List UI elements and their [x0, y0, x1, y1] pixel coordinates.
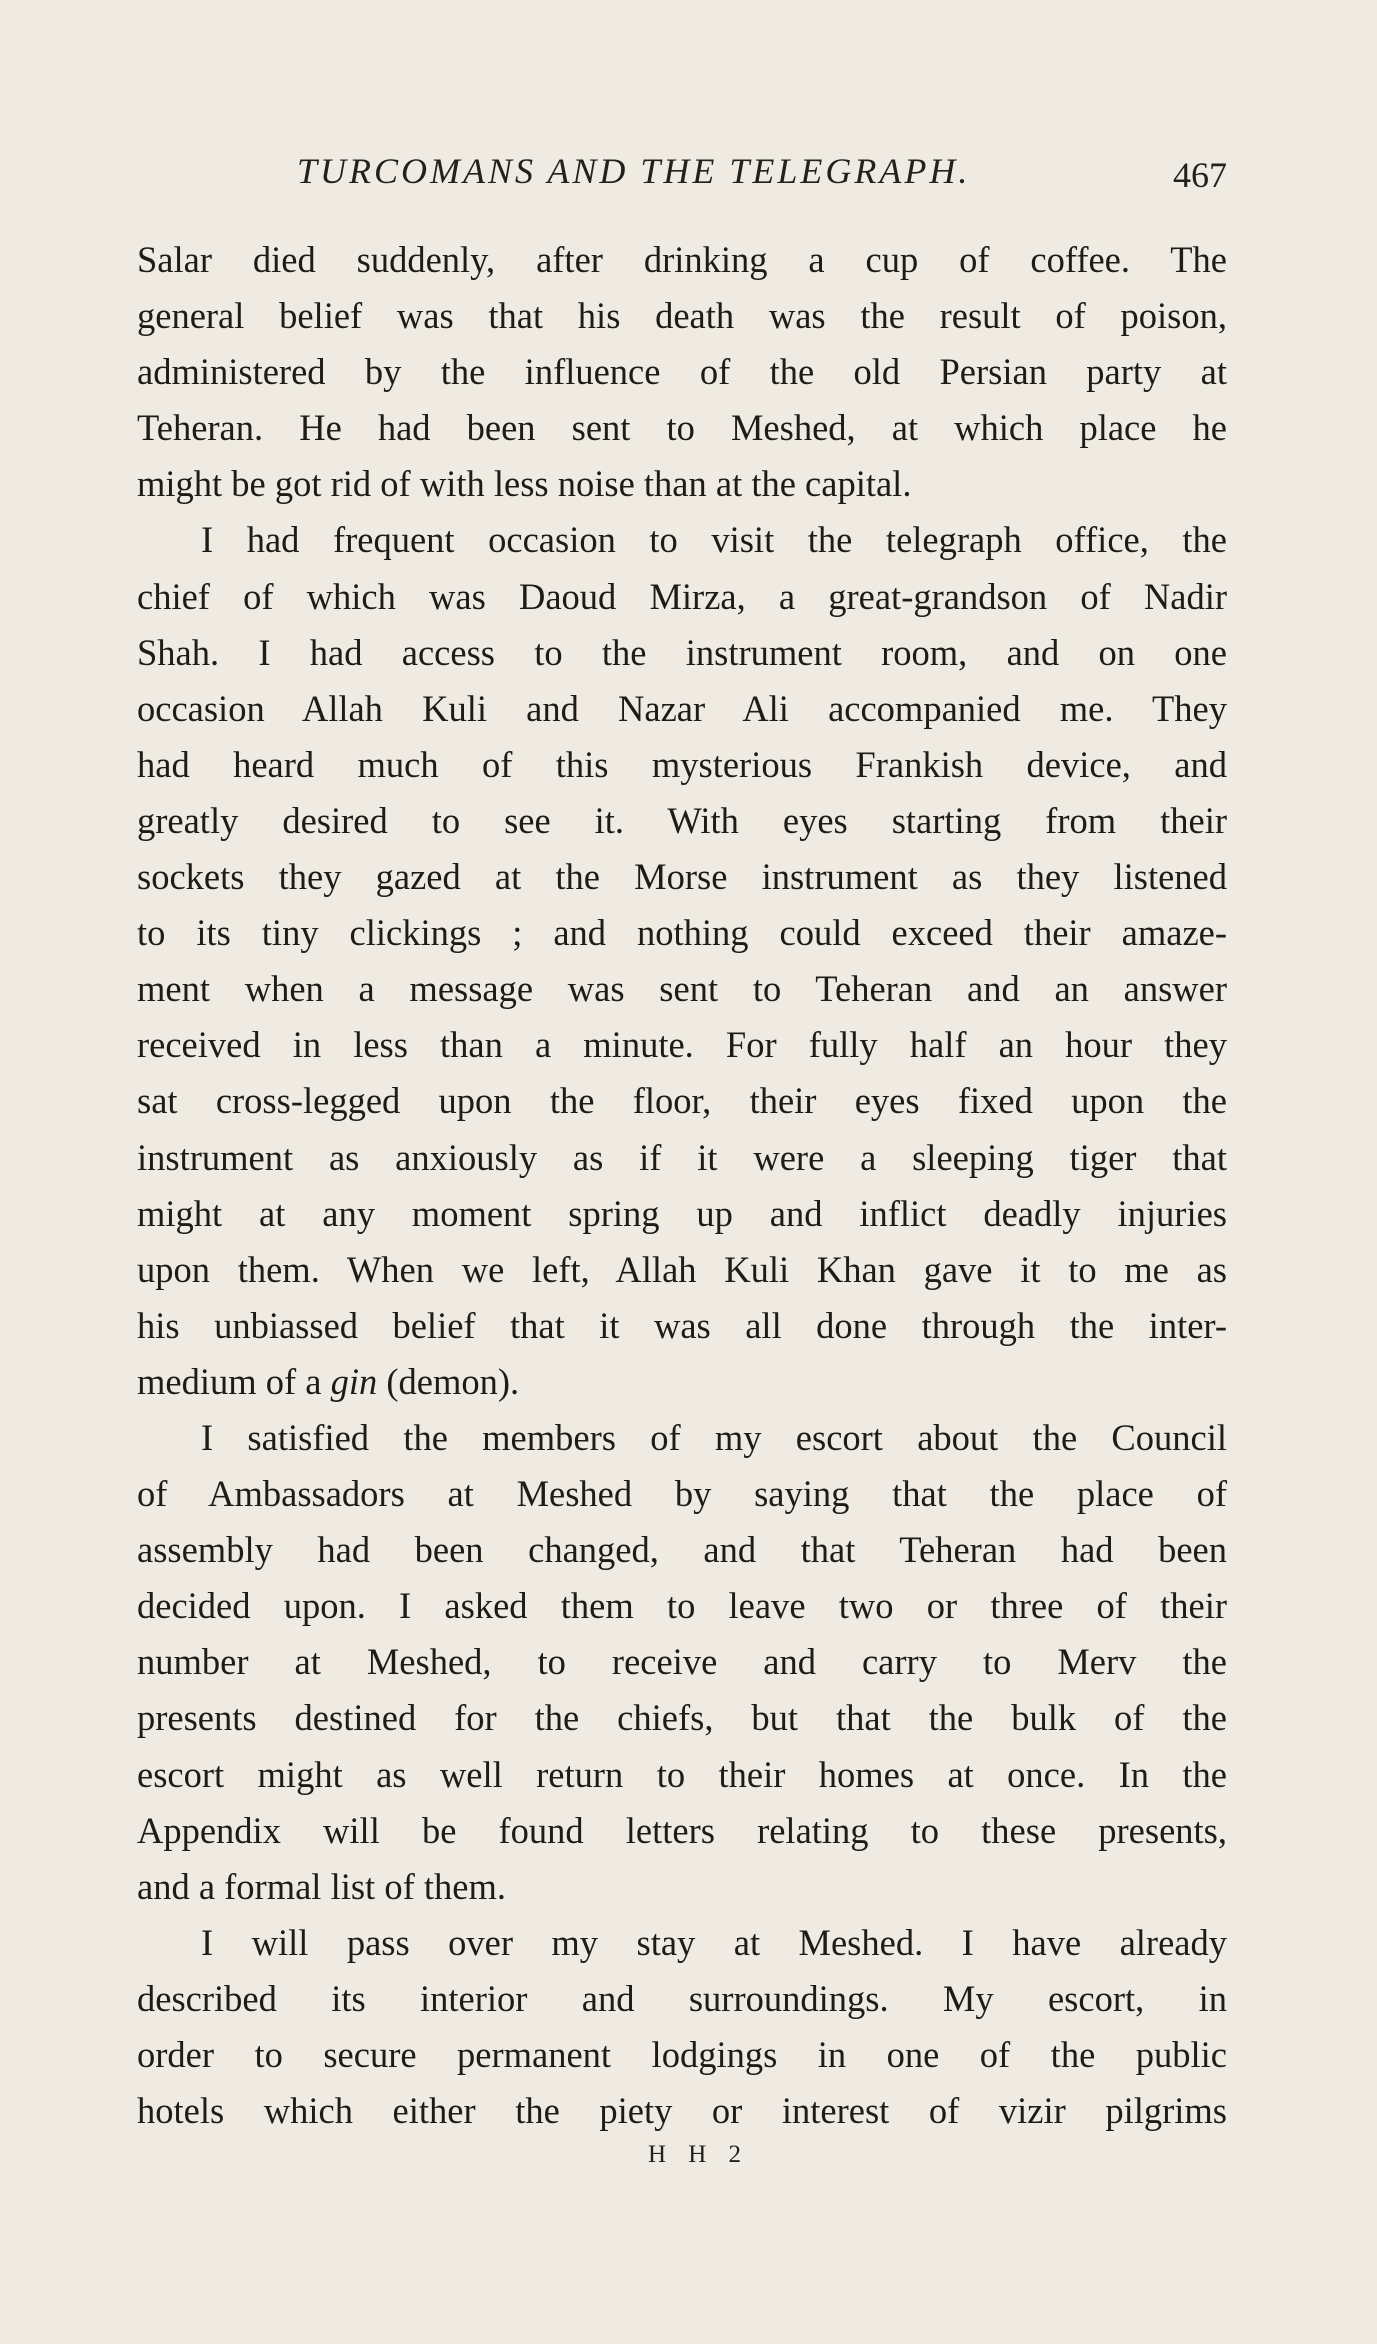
text-line: to its tiny clickings ; and nothing could exceed their amaze-	[137, 912, 1227, 954]
text-line: had heard much of this mysterious Frankish device, and	[137, 743, 1227, 785]
text-line: I had frequent occasion to visit the telegraph office, the	[201, 519, 1227, 561]
text-line: Appendix will be found letters relating to these presents,	[137, 1809, 1227, 1851]
text-line: number at Meshed, to receive and carry to Merv the	[137, 1641, 1227, 1683]
text-line: might at any moment spring up and inflict deadly injuries	[137, 1192, 1227, 1234]
text-line: medium of a gin (demon).	[137, 1360, 520, 1402]
text-line: presents destined for the chiefs, but that the bulk of the	[137, 1697, 1227, 1739]
text-line: upon them. When we left, Allah Kuli Khan gave it to me as	[137, 1248, 1227, 1290]
text-line: instrument as anxiously as if it were a sleeping tiger that	[137, 1136, 1227, 1178]
text-line: chief of which was Daoud Mirza, a great-grandson of Nadir	[137, 575, 1227, 617]
text-line: Shah. I had access to the instrument room, and on one	[137, 631, 1227, 673]
text-line: order to secure permanent lodgings in one of the public	[137, 2034, 1227, 2075]
text-line: sockets they gazed at the Morse instrument as they listened	[137, 856, 1227, 898]
text-line: administered by the influence of the old Persian party at	[137, 351, 1227, 393]
text-line: ment when a message was sent to Teheran and an answer	[137, 968, 1227, 1010]
text-line: of Ambassadors at Meshed by saying that the place of	[137, 1473, 1227, 1515]
text-line: greatly desired to see it. With eyes starting from their	[137, 799, 1227, 841]
text-line: Teheran. He had been sent to Meshed, at which place he	[137, 407, 1227, 449]
text-line: decided upon. I asked them to leave two or three of their	[137, 1585, 1227, 1627]
page-header	[137, 150, 1227, 210]
body-text	[137, 232, 1227, 2139]
text-line: assembly had been changed, and that Teheran had been	[137, 1529, 1227, 1571]
text-line: I satisfied the members of my escort about the Council	[201, 1416, 1227, 1458]
text-line: received in less than a minute. For fully half an hour they	[137, 1024, 1227, 1066]
running-head: TURCOMANS AND THE TELEGRAPH.	[297, 151, 971, 191]
text-line: occasion Allah Kuli and Nazar Ali accompanied me. They	[137, 687, 1227, 729]
text-line: escort might as well return to their homes at once. In the	[137, 1753, 1227, 1795]
text-line: might be got rid of with less noise than at the capital.	[137, 463, 912, 505]
text-line: Salar died suddenly, after drinking a cup of coffee. The	[137, 239, 1227, 280]
text-line: I will pass over my stay at Meshed. I have already	[201, 1921, 1227, 1963]
text-line: described its interior and surroundings. My escort, in	[137, 1977, 1227, 2019]
page-footer	[0, 2141, 1377, 2169]
text-line: hotels which either the piety or interest of vizir pilgrims	[137, 2090, 1227, 2132]
signature-mark: H H 2	[647, 2141, 750, 2168]
text-line: sat cross-legged upon the floor, their eyes fixed upon the	[137, 1080, 1227, 1122]
text-line: and a formal list of them.	[137, 1865, 506, 1907]
text-line: his unbiassed belief that it was all done through the inter-	[137, 1304, 1227, 1346]
text-line: general belief was that his death was the result of poison,	[137, 295, 1227, 337]
italic-word: gin	[330, 1360, 378, 1402]
page-number: 467	[1173, 155, 1227, 195]
